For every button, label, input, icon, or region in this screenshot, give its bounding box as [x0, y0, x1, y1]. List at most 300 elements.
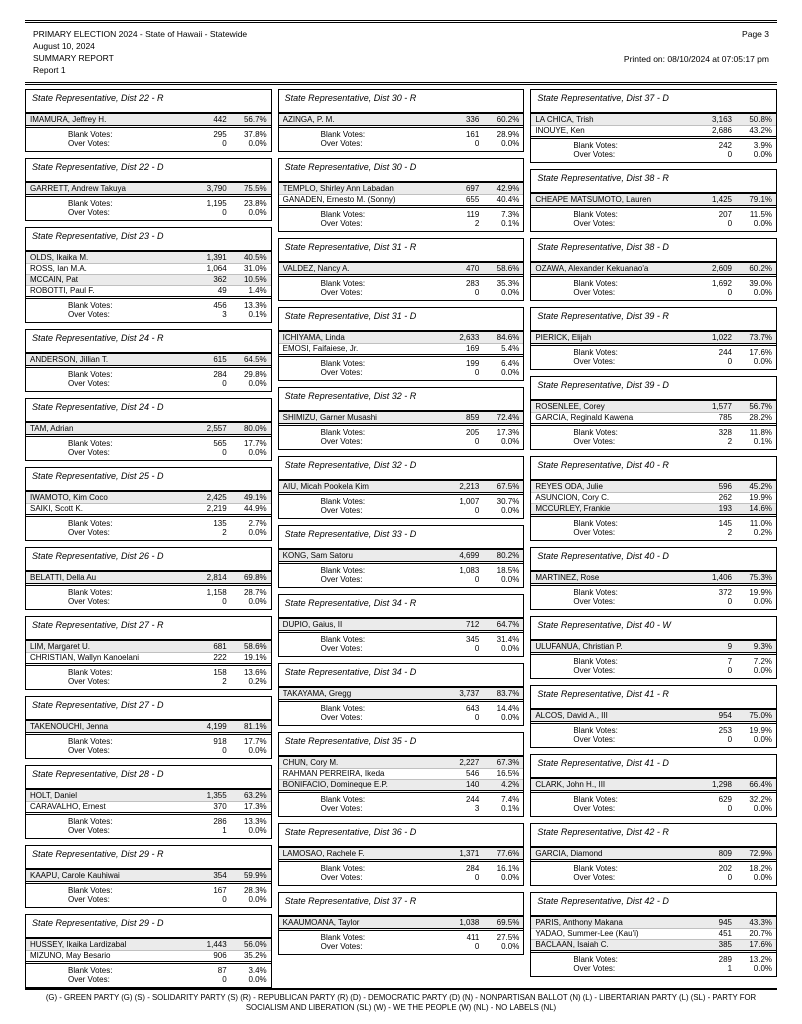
- over-votes-percent: 0.0%: [248, 379, 267, 389]
- candidate-row: [26, 183, 271, 194]
- over-votes-row: [26, 449, 271, 459]
- candidate-percent: 10.5%: [243, 275, 267, 284]
- blank-votes-row: [531, 795, 776, 805]
- over-votes-label: Over Votes:: [320, 942, 363, 952]
- ballot-stats-block: [531, 586, 776, 609]
- ballot-stats-block: [531, 426, 776, 449]
- over-votes-label: Over Votes:: [68, 310, 110, 320]
- over-votes-row: [531, 736, 776, 746]
- results-columns: [25, 89, 777, 988]
- candidate-name: EMOSI, Faifaiese, Jr.: [282, 345, 359, 353]
- candidate-row: [26, 939, 271, 950]
- candidate-rows: [26, 790, 271, 815]
- candidate-row: [279, 194, 524, 205]
- candidate-name: TAM, Adrian: [30, 424, 74, 433]
- candidate-percent: 14.6%: [749, 504, 773, 513]
- candidate-name: IMAMURA, Jeffrey H.: [30, 115, 107, 124]
- blank-votes-row: [26, 301, 271, 311]
- over-votes-percent: 0.0%: [753, 964, 773, 974]
- results-column-3: [530, 89, 777, 977]
- blank-votes-row: [279, 210, 524, 220]
- candidate-votes: 3,737: [459, 688, 480, 698]
- blank-votes-label: Blank Votes:: [68, 129, 113, 139]
- candidate-name: TAKAYAMA, Gregg: [282, 689, 352, 698]
- blank-votes-count: 87: [217, 965, 227, 975]
- blank-votes-row: [279, 566, 524, 576]
- blank-votes-count: 145: [718, 518, 733, 528]
- over-votes-label: Over Votes:: [573, 219, 616, 229]
- contest-results-table: [530, 376, 777, 450]
- ballot-stats-block: [531, 655, 776, 678]
- blank-votes-row: [279, 359, 524, 369]
- candidate-row: [279, 917, 524, 928]
- ballot-stats-block: [279, 862, 524, 885]
- blank-votes-count: 244: [465, 794, 480, 804]
- candidate-rows: [26, 114, 271, 128]
- candidate-votes: 4,699: [459, 550, 480, 560]
- contest-results-table: [530, 456, 777, 541]
- candidate-percent: 73.7%: [749, 332, 773, 342]
- candidate-percent: 64.7%: [496, 619, 520, 629]
- candidate-row: [26, 285, 271, 296]
- candidate-row: [26, 354, 271, 365]
- over-votes-count: 0: [222, 139, 227, 149]
- candidate-row: [531, 710, 776, 721]
- contest-title: State Representative, Dist 34 - D: [279, 664, 524, 688]
- blank-votes-count: 629: [718, 794, 733, 804]
- candidate-row: [279, 263, 524, 274]
- over-votes-count: 0: [222, 208, 227, 218]
- blank-votes-percent: 18.2%: [749, 863, 773, 873]
- candidate-votes: 1,406: [711, 572, 733, 582]
- ballot-stats-block: [26, 964, 271, 987]
- over-votes-label: Over Votes:: [573, 150, 616, 160]
- over-votes-label: Over Votes:: [320, 713, 363, 723]
- over-votes-label: Over Votes:: [68, 895, 110, 905]
- blank-votes-count: 328: [718, 427, 733, 437]
- candidate-rows: [279, 848, 524, 862]
- contest-title: State Representative, Dist 39 - D: [531, 377, 776, 401]
- over-votes-count: 3: [474, 804, 480, 814]
- candidate-name: OLDS, Ikaika M.: [30, 253, 89, 262]
- contest-results-table: [278, 892, 525, 955]
- candidate-percent: 9.3%: [753, 641, 773, 651]
- contest-results-table: [25, 227, 272, 323]
- blank-votes-row: [531, 279, 776, 289]
- over-votes-percent: 0.0%: [753, 666, 773, 676]
- contest-title: State Representative, Dist 33 - D: [279, 526, 524, 550]
- blank-votes-row: [26, 519, 271, 529]
- blank-votes-count: 161: [465, 129, 480, 139]
- over-votes-label: Over Votes:: [68, 597, 110, 607]
- candidate-row: [279, 768, 524, 779]
- candidate-votes: 1,391: [206, 252, 227, 262]
- candidate-percent: 83.7%: [496, 688, 520, 698]
- contest-title: State Representative, Dist 24 - D: [26, 399, 271, 423]
- ballot-stats-block: [26, 815, 271, 838]
- candidate-votes: 785: [718, 413, 733, 422]
- contest-results-table: [278, 89, 525, 152]
- candidate-rows: [531, 848, 776, 862]
- ballot-stats-block: [26, 128, 271, 151]
- candidate-percent: 63.2%: [243, 790, 267, 800]
- candidate-row: [279, 412, 524, 423]
- printed-timestamp: Printed on: 08/10/2024 at 07:05:17 pm: [623, 54, 769, 64]
- blank-votes-percent: 28.3%: [243, 885, 267, 895]
- blank-votes-label: Blank Votes:: [320, 703, 366, 713]
- candidate-votes: 906: [213, 951, 227, 960]
- candidate-percent: 5.4%: [501, 344, 520, 353]
- candidate-percent: 49.1%: [243, 492, 267, 502]
- blank-votes-label: Blank Votes:: [320, 932, 366, 942]
- contest-title: State Representative, Dist 25 - D: [26, 468, 271, 492]
- candidate-name: OZAWA, Alexander Kekuanao'a: [535, 264, 649, 273]
- over-votes-percent: 0.0%: [501, 644, 520, 654]
- candidate-rows: [26, 721, 271, 735]
- over-votes-label: Over Votes:: [68, 139, 110, 149]
- candidate-percent: 72.4%: [496, 412, 520, 422]
- candidate-row: [531, 779, 776, 790]
- blank-votes-percent: 7.2%: [753, 656, 773, 666]
- candidate-votes: 1,038: [459, 917, 480, 927]
- candidate-votes: 354: [213, 870, 227, 880]
- blank-votes-label: Blank Votes:: [573, 140, 618, 150]
- over-votes-label: Over Votes:: [320, 804, 363, 814]
- blank-votes-label: Blank Votes:: [320, 209, 366, 219]
- candidate-row: [531, 412, 776, 423]
- candidate-percent: 79.1%: [749, 194, 773, 204]
- over-votes-row: [279, 289, 524, 299]
- contest-title: State Representative, Dist 31 - R: [279, 239, 524, 263]
- over-votes-percent: 0.0%: [753, 288, 773, 298]
- contest-title: State Representative, Dist 36 - D: [279, 824, 524, 848]
- candidate-name: SHIMIZU, Garner Musashi: [282, 413, 377, 422]
- candidate-row: [26, 870, 271, 881]
- candidate-percent: 28.2%: [749, 413, 773, 422]
- candidate-percent: 58.6%: [243, 641, 267, 651]
- candidate-percent: 75.0%: [749, 710, 773, 720]
- candidate-row: [26, 801, 271, 812]
- over-votes-count: 0: [474, 644, 480, 654]
- ballot-stats-block: [531, 724, 776, 747]
- blank-votes-percent: 11.8%: [749, 427, 773, 437]
- over-votes-label: Over Votes:: [573, 873, 616, 883]
- candidate-percent: 64.5%: [243, 354, 267, 364]
- over-votes-label: Over Votes:: [68, 379, 110, 389]
- over-votes-row: [531, 874, 776, 884]
- candidate-name: CARAVALHO, Ernest: [30, 803, 106, 811]
- candidate-votes: 945: [718, 917, 733, 927]
- candidate-votes: 681: [213, 641, 227, 651]
- report-header: [25, 20, 777, 85]
- candidate-name: ASUNCION, Cory C.: [535, 494, 610, 502]
- over-votes-row: [531, 805, 776, 815]
- candidate-percent: 69.8%: [243, 572, 267, 582]
- candidate-percent: 56.7%: [749, 401, 773, 411]
- blank-votes-percent: 17.6%: [749, 347, 773, 357]
- candidate-rows: [279, 114, 524, 128]
- contest-title: State Representative, Dist 28 - D: [26, 766, 271, 790]
- candidate-percent: 19.1%: [243, 653, 267, 662]
- candidate-row: [531, 572, 776, 583]
- candidate-percent: 40.4%: [496, 195, 520, 204]
- candidate-name: TAKENOUCHI, Jenna: [30, 722, 109, 731]
- blank-votes-count: 242: [718, 140, 733, 150]
- candidate-votes: 2,213: [459, 481, 480, 491]
- over-votes-count: 0: [474, 575, 480, 585]
- blank-votes-row: [279, 279, 524, 289]
- over-votes-count: 0: [222, 448, 227, 458]
- blank-votes-label: Blank Votes:: [320, 863, 366, 873]
- candidate-rows: [279, 550, 524, 564]
- contest-results-table: [278, 238, 525, 301]
- over-votes-row: [279, 645, 524, 655]
- over-votes-percent: 0.0%: [248, 448, 267, 458]
- over-votes-row: [26, 380, 271, 390]
- candidate-name: CHUN, Cory M.: [282, 758, 339, 767]
- candidate-percent: 75.5%: [243, 183, 267, 193]
- contest-results-table: [278, 387, 525, 450]
- contest-title: State Representative, Dist 30 - D: [279, 159, 524, 183]
- candidate-rows: [279, 688, 524, 702]
- candidate-row: [26, 572, 271, 583]
- candidate-name: KAAUMOANA, Taylor: [282, 918, 360, 927]
- candidate-row: [531, 125, 776, 136]
- over-votes-percent: 0.1%: [753, 437, 773, 447]
- candidate-percent: 17.3%: [243, 802, 267, 811]
- blank-votes-count: 1,195: [206, 198, 227, 208]
- contest-title: State Representative, Dist 40 - R: [531, 457, 776, 481]
- candidate-name: GARCIA, Diamond: [535, 849, 603, 858]
- over-votes-row: [279, 943, 524, 953]
- candidate-rows: [26, 423, 271, 437]
- blank-votes-label: Blank Votes:: [320, 565, 366, 575]
- candidate-name: TEMPLO, Shirley Ann Labadan: [282, 184, 394, 193]
- candidate-votes: 1,064: [206, 264, 227, 273]
- candidate-name: IWAMOTO, Kim Coco: [30, 493, 108, 502]
- blank-votes-count: 253: [718, 725, 733, 735]
- contest-title: State Representative, Dist 29 - R: [26, 846, 271, 870]
- candidate-row: [279, 343, 524, 354]
- over-votes-label: Over Votes:: [573, 288, 616, 298]
- contest-results-table: [530, 238, 777, 301]
- results-column-2: [278, 89, 525, 955]
- contest-title: State Representative, Dist 32 - D: [279, 457, 524, 481]
- contest-results-table: [25, 158, 272, 221]
- report-type: SUMMARY REPORT: [33, 53, 114, 63]
- candidate-votes: 4,199: [206, 721, 227, 731]
- over-votes-count: 0: [222, 379, 227, 389]
- blank-votes-row: [26, 668, 271, 678]
- candidate-votes: 1,577: [711, 401, 733, 411]
- blank-votes-percent: 17.7%: [243, 438, 267, 448]
- candidate-rows: [26, 183, 271, 197]
- over-votes-percent: 0.1%: [501, 804, 520, 814]
- candidate-percent: 19.9%: [749, 493, 773, 502]
- candidate-votes: 2,425: [206, 492, 227, 502]
- over-votes-row: [26, 140, 271, 150]
- candidate-rows: [279, 757, 524, 793]
- over-votes-percent: 0.0%: [248, 208, 267, 218]
- candidate-name: ALCOS, David A., III: [535, 711, 608, 720]
- over-votes-percent: 0.0%: [501, 139, 520, 149]
- ballot-stats-block: [26, 299, 271, 322]
- candidate-votes: 2,219: [206, 504, 227, 513]
- candidate-name: KAAPU, Carole Kauhiwai: [30, 871, 120, 880]
- blank-votes-percent: 2.7%: [248, 518, 267, 528]
- blank-votes-percent: 39.0%: [749, 278, 773, 288]
- candidate-percent: 56.0%: [243, 939, 267, 949]
- candidate-percent: 80.0%: [243, 423, 267, 433]
- candidate-name: GARCIA, Reginald Kawena: [535, 414, 634, 422]
- blank-votes-count: 283: [465, 278, 480, 288]
- blank-votes-label: Blank Votes:: [68, 587, 113, 597]
- blank-votes-percent: 23.8%: [243, 198, 267, 208]
- contest-results-table: [530, 169, 777, 232]
- blank-votes-row: [279, 864, 524, 874]
- candidate-row: [531, 194, 776, 205]
- candidate-percent: 67.5%: [496, 481, 520, 491]
- blank-votes-label: Blank Votes:: [320, 427, 366, 437]
- candidate-row: [279, 619, 524, 630]
- ballot-stats-block: [279, 931, 524, 954]
- over-votes-count: 0: [727, 873, 733, 883]
- blank-votes-count: 244: [718, 347, 733, 357]
- candidate-row: [26, 252, 271, 263]
- blank-votes-label: Blank Votes:: [68, 816, 113, 826]
- contest-title: State Representative, Dist 22 - R: [26, 90, 271, 114]
- blank-votes-percent: 13.3%: [243, 816, 267, 826]
- blank-votes-count: 207: [718, 209, 733, 219]
- over-votes-count: 0: [222, 746, 227, 756]
- candidate-name: MARTINEZ, Rose: [535, 573, 600, 582]
- candidate-rows: [531, 332, 776, 346]
- candidate-rows: [531, 779, 776, 793]
- over-votes-count: 0: [474, 942, 480, 952]
- blank-votes-count: 284: [465, 863, 480, 873]
- candidate-name: PIERICK, Elijah: [535, 333, 592, 342]
- candidate-row: [279, 481, 524, 492]
- over-votes-label: Over Votes:: [320, 873, 363, 883]
- blank-votes-row: [531, 657, 776, 667]
- candidate-votes: 385: [718, 940, 733, 949]
- candidate-name: ROSENLEE, Corey: [535, 402, 605, 411]
- over-votes-count: 0: [474, 437, 480, 447]
- over-votes-count: 0: [474, 368, 480, 378]
- blank-votes-count: 289: [718, 954, 733, 964]
- blank-votes-row: [279, 497, 524, 507]
- candidate-rows: [531, 710, 776, 724]
- candidate-votes: 9: [727, 641, 733, 651]
- candidate-name: YADAO, Summer-Lee (Kau'i): [535, 930, 639, 938]
- candidate-name: RAHMAN PERREIRA, Ikeda: [282, 770, 385, 778]
- contest-title: State Representative, Dist 37 - R: [279, 893, 524, 917]
- over-votes-row: [531, 965, 776, 975]
- candidate-name: AIU, Micah Pookela Kim: [282, 482, 369, 491]
- blank-votes-label: Blank Votes:: [68, 736, 113, 746]
- candidate-name: AZINGA, P. M.: [282, 115, 335, 124]
- contest-title: State Representative, Dist 23 - D: [26, 228, 271, 252]
- candidate-votes: 362: [213, 275, 227, 284]
- blank-votes-percent: 27.5%: [496, 932, 520, 942]
- candidate-votes: 470: [465, 263, 480, 273]
- blank-votes-row: [26, 370, 271, 380]
- candidate-votes: 442: [213, 114, 227, 124]
- over-votes-row: [279, 438, 524, 448]
- contest-results-table: [530, 547, 777, 610]
- contest-title: State Representative, Dist 37 - D: [531, 90, 776, 114]
- blank-votes-count: 286: [213, 816, 227, 826]
- candidate-percent: 42.9%: [496, 183, 520, 193]
- over-votes-count: 0: [474, 139, 480, 149]
- candidate-votes: 2,686: [711, 126, 733, 135]
- contest-results-table: [25, 845, 272, 908]
- candidate-percent: 84.6%: [496, 332, 520, 342]
- blank-votes-percent: 7.3%: [501, 209, 520, 219]
- candidate-rows: [279, 332, 524, 357]
- contest-title: State Representative, Dist 22 - D: [26, 159, 271, 183]
- candidate-row: [26, 950, 271, 961]
- blank-votes-percent: 19.9%: [749, 725, 773, 735]
- over-votes-count: 1: [727, 964, 733, 974]
- candidate-votes: 336: [465, 114, 480, 124]
- over-votes-row: [531, 529, 776, 539]
- candidate-votes: 2,227: [459, 757, 480, 767]
- contest-title: State Representative, Dist 42 - D: [531, 893, 776, 917]
- candidate-rows: [531, 641, 776, 655]
- over-votes-percent: 0.0%: [248, 746, 267, 756]
- report-title: PRIMARY ELECTION 2024 - State of Hawaii - Statewide: [33, 29, 248, 39]
- candidate-row: [531, 401, 776, 412]
- party-legend: (G) - GREEN PARTY (G) (S) - SOLIDARITY PARTY (S) (R) - REPUBLICAN PARTY (R) (D) - DEMOCRATIC PARTY (D) (N) - NONPARTISAN BALLOT (N) (L) - LIBERTARIAN PARTY (L) (SL) - PARTY FOR SOCIALISM AND LIBERATION (SL) (W) - WE THE PEOPLE (W) (NL) - NO LABELS (NL): [45, 993, 757, 1012]
- over-votes-label: Over Votes:: [320, 368, 363, 378]
- blank-votes-label: Blank Votes:: [573, 656, 618, 666]
- blank-votes-percent: 32.2%: [749, 794, 773, 804]
- over-votes-percent: 0.0%: [753, 735, 773, 745]
- blank-votes-percent: 14.4%: [496, 703, 520, 713]
- candidate-name: BELATTI, Della Au: [30, 573, 97, 582]
- blank-votes-row: [26, 966, 271, 976]
- ballot-stats-block: [279, 357, 524, 380]
- blank-votes-row: [279, 635, 524, 645]
- over-votes-count: 0: [727, 150, 733, 160]
- over-votes-percent: 0.0%: [248, 975, 267, 985]
- blank-votes-count: 372: [718, 587, 733, 597]
- candidate-percent: 43.2%: [749, 126, 773, 135]
- over-votes-row: [531, 151, 776, 161]
- candidate-name: CLARK, John H., III: [535, 780, 606, 789]
- blank-votes-percent: 30.7%: [496, 496, 520, 506]
- candidate-votes: 1,425: [711, 194, 733, 204]
- blank-votes-percent: 3.9%: [753, 140, 773, 150]
- ballot-stats-block: [26, 735, 271, 758]
- over-votes-percent: 0.0%: [248, 528, 267, 538]
- candidate-votes: 809: [718, 848, 733, 858]
- contest-results-table: [25, 89, 272, 152]
- candidate-row: [279, 757, 524, 768]
- contest-title: State Representative, Dist 34 - R: [279, 595, 524, 619]
- contest-title: State Representative, Dist 32 - R: [279, 388, 524, 412]
- candidate-rows: [531, 194, 776, 208]
- contest-results-table: [25, 616, 272, 690]
- blank-votes-row: [531, 428, 776, 438]
- blank-votes-count: 167: [213, 885, 227, 895]
- over-votes-label: Over Votes:: [573, 666, 616, 676]
- ballot-stats-block: [279, 633, 524, 656]
- ballot-stats-block: [26, 517, 271, 540]
- candidate-percent: 40.5%: [243, 252, 267, 262]
- contest-title: State Representative, Dist 40 - D: [531, 548, 776, 572]
